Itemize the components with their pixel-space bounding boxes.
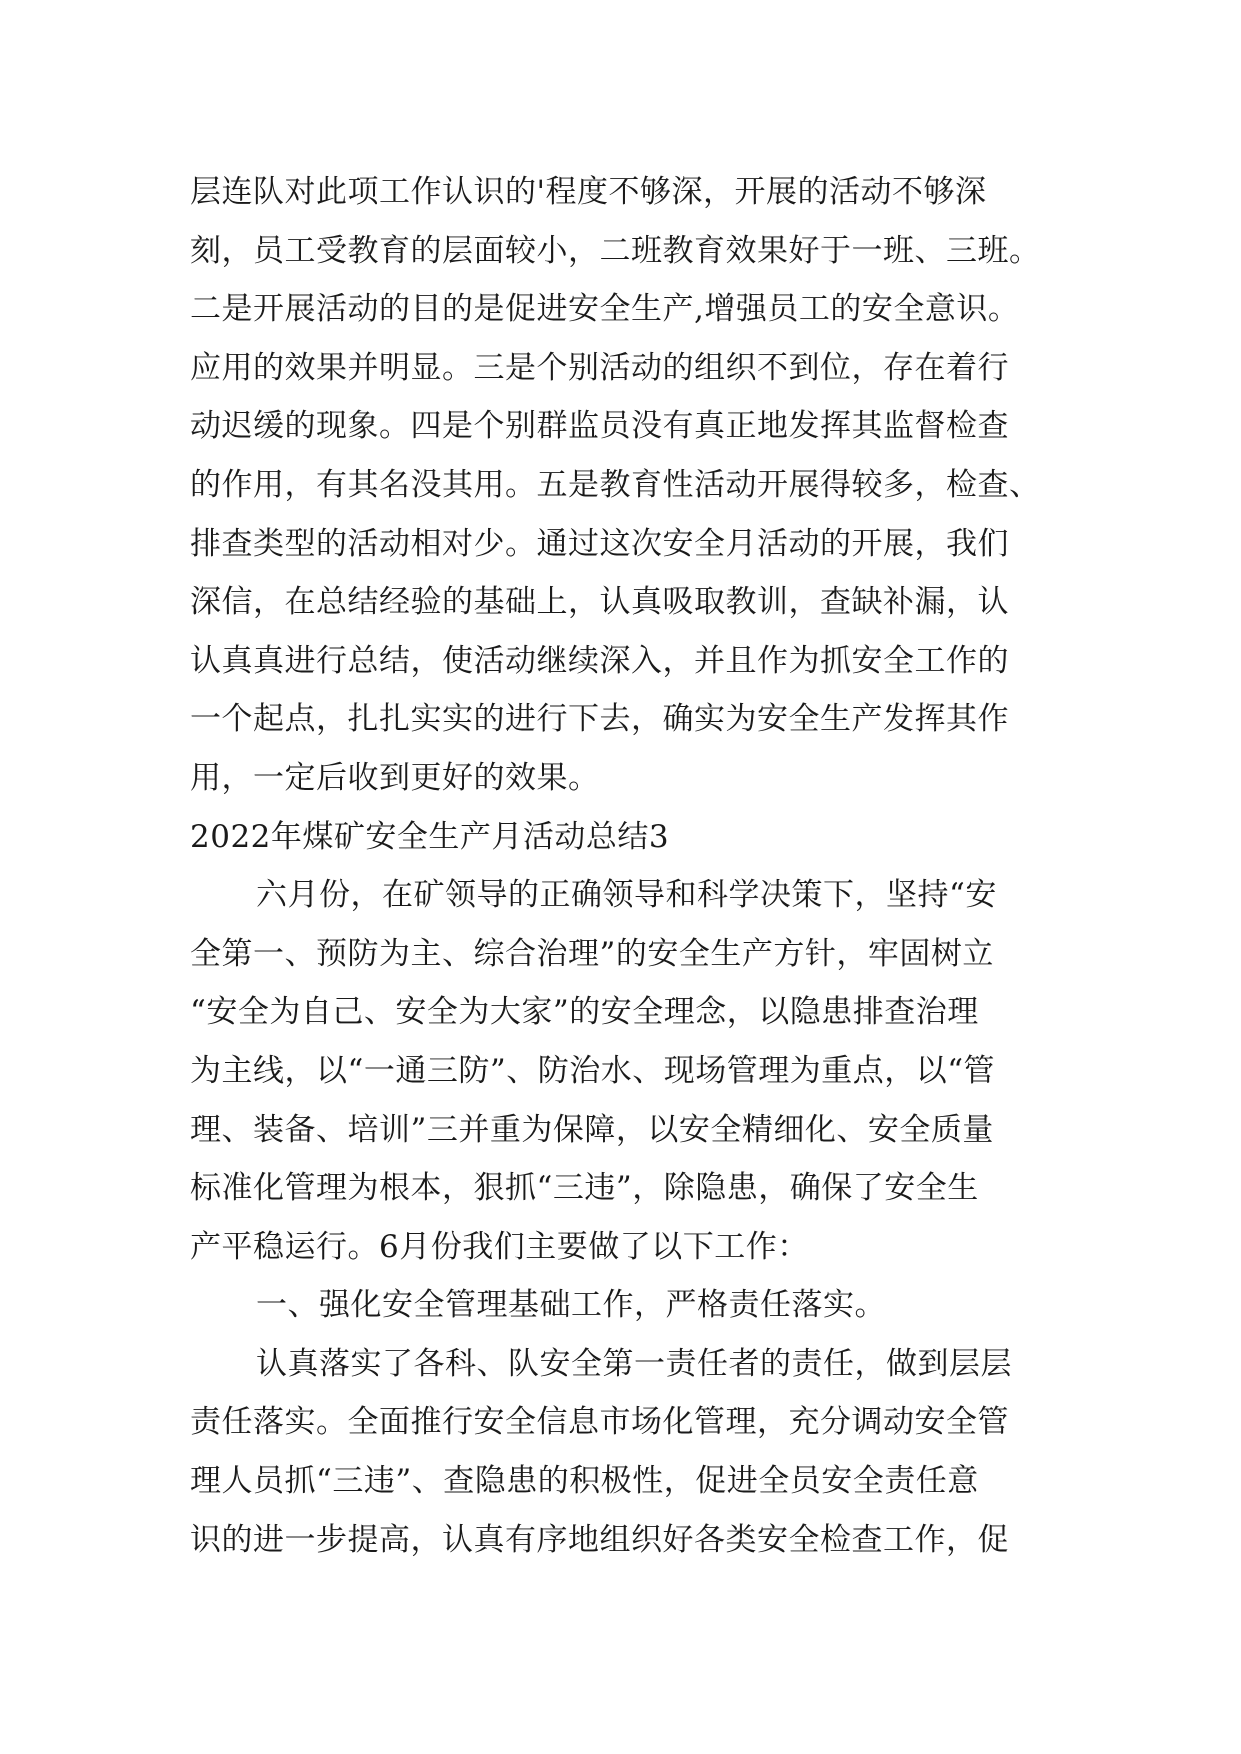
text-line: 理、装备、培训”三并重为保障，以安全精细化、安全质量 bbox=[190, 1111, 994, 1148]
text-line: 识的进一步提高，认真有序地组织好各类安全检查工作，促 bbox=[190, 1521, 1009, 1558]
text-line: 一个起点，扎扎实实的进行下去，确实为安全生产发挥其作 bbox=[190, 701, 1009, 738]
text-line: 理人员抓“三违”、查隐患的积极性，促进全员安全责任意 bbox=[190, 1463, 979, 1500]
subheading: 一、强化安全管理基础工作，严格责任落实。 bbox=[256, 1287, 886, 1324]
text-line: 层连队对此项工作认识的'程度不够深，开展的活动不够深 bbox=[190, 174, 987, 210]
text-line: 认真真进行总结，使活动继续深入，并且作为抓安全工作的 bbox=[190, 642, 1009, 679]
text-line: “安全为自己、安全为大家”的安全理念，以隐患排查治理 bbox=[190, 994, 979, 1031]
text-line: 二是开展活动的目的是促进安全生产,增强员工的安全意识。 bbox=[190, 291, 1020, 328]
text-line: 六月份，在矿领导的正确领导和科学决策下，坚持“安 bbox=[256, 877, 997, 914]
text-line: 责任落实。全面推行安全信息市场化管理，充分调动安全管 bbox=[190, 1404, 1009, 1441]
text-line: 标准化管理为根本，狠抓“三违”，除隐患，确保了安全生 bbox=[190, 1170, 979, 1207]
text-line: 深信，在总结经验的基础上，认真吸取教训，查缺补漏，认 bbox=[190, 584, 1009, 621]
section-heading: 2022年煤矿安全生产月活动总结3 bbox=[190, 818, 670, 855]
text-line: 用，一定后收到更好的效果。 bbox=[190, 759, 600, 796]
text-line: 全第一、预防为主、综合治理”的安全生产方针，牢固树立 bbox=[190, 935, 994, 972]
document-body bbox=[190, 163, 1090, 1569]
text-line: 的作用，有其名没其用。五是教育性活动开展得较多，检查、 bbox=[190, 466, 1041, 503]
text-line: 产平稳运行。6月份我们主要做了以下工作： bbox=[190, 1228, 809, 1265]
text-line: 为主线，以“一通三防”、防治水、现场管理为重点，以“管 bbox=[190, 1052, 996, 1089]
text-line: 认真落实了各科、队安全第一责任者的责任，做到层层 bbox=[256, 1345, 1012, 1382]
text-line: 排查类型的活动相对少。通过这次安全月活动的开展，我们 bbox=[190, 525, 1009, 562]
text-line: 应用的效果并明显。三是个别活动的组织不到位，存在着行 bbox=[190, 349, 1009, 386]
text-line: 动迟缓的现象。四是个别群监员没有真正地发挥其监督检查 bbox=[190, 408, 1009, 445]
text-line: 刻，员工受教育的层面较小，二班教育效果好于一班、三班。 bbox=[190, 232, 1041, 269]
